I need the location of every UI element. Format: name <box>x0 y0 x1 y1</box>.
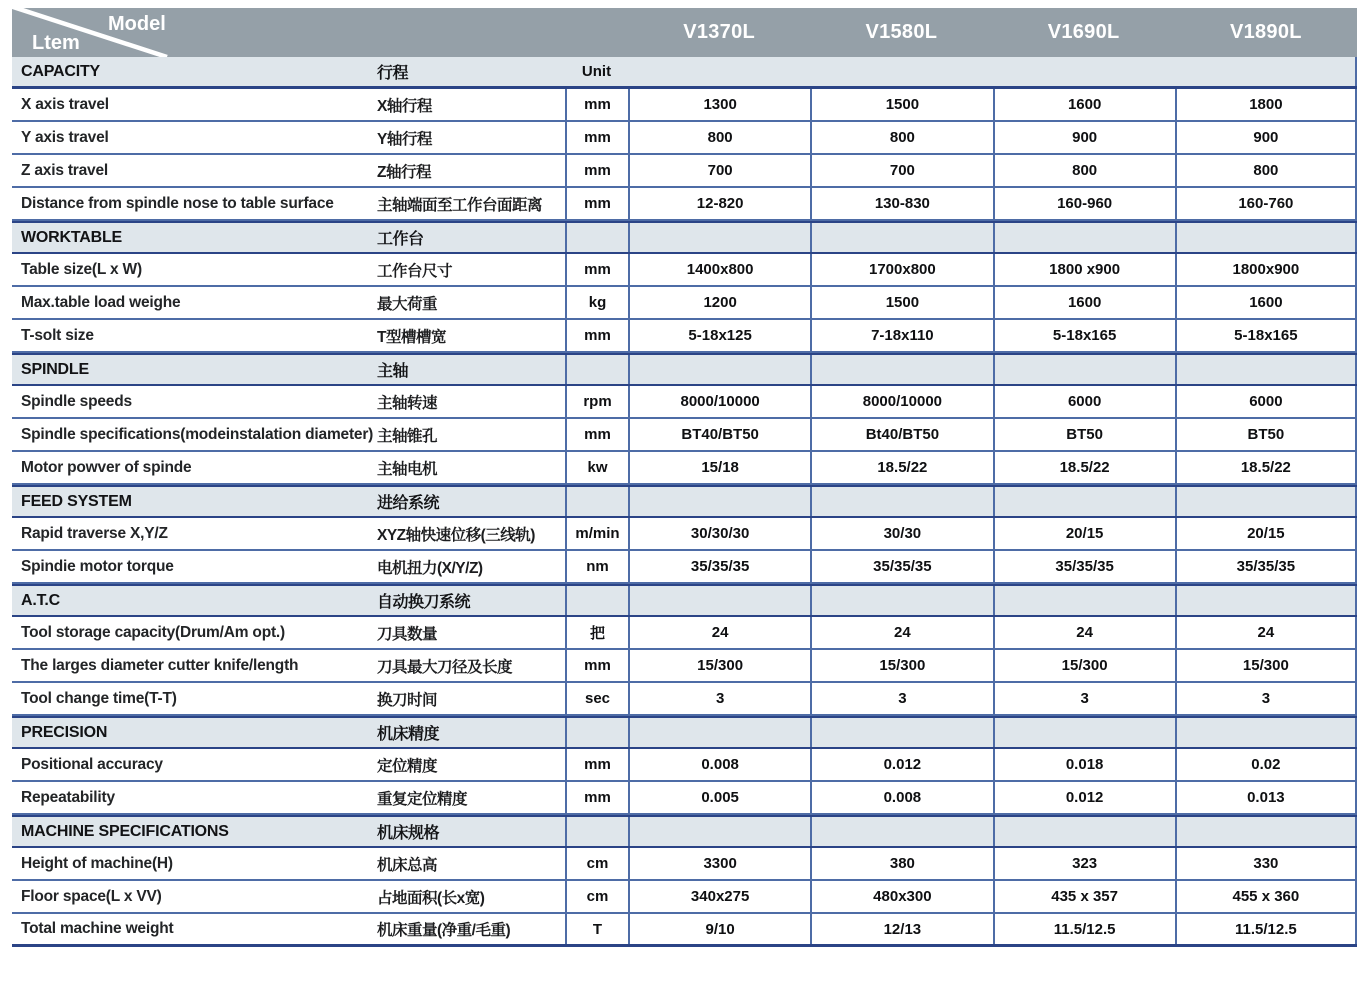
value-cell-empty <box>1175 586 1357 615</box>
value-cell: 1400x800 <box>628 254 810 285</box>
value-cell: 15/18 <box>628 452 810 483</box>
value-cell: 700 <box>628 155 810 186</box>
section-title-en: CAPACITY <box>21 62 100 80</box>
value-cell: 24 <box>810 617 992 648</box>
value-cell: 15/300 <box>1175 650 1357 681</box>
row-unit: cm <box>565 848 628 879</box>
value-cell: 30/30/30 <box>628 518 810 549</box>
spec-row <box>12 881 1357 914</box>
row-label-zh: Y轴行程 <box>377 130 432 148</box>
spec-row <box>12 254 1357 287</box>
section-row <box>12 221 1357 254</box>
row-label-en: Table size(L x W) <box>21 260 142 278</box>
value-cell: 160-960 <box>993 188 1175 219</box>
value-cell-empty <box>628 586 810 615</box>
row-label-zh: 最大荷重 <box>377 295 438 313</box>
row-label-en: Rapid traverse X,Y/Z <box>21 524 168 542</box>
value-cell-empty <box>993 355 1175 384</box>
section-row <box>12 716 1357 749</box>
row-label-en: Tool change time(T-T) <box>21 689 177 707</box>
value-cell: 800 <box>993 155 1175 186</box>
value-cell: 15/300 <box>993 650 1175 681</box>
section-title-en: A.T.C <box>21 591 61 609</box>
value-cell-empty <box>1175 57 1357 86</box>
value-cell: 0.008 <box>810 782 992 813</box>
row-label-zh: X轴行程 <box>377 97 432 115</box>
value-cell: 0.018 <box>993 749 1175 780</box>
spec-row <box>12 188 1357 221</box>
value-cell-empty <box>628 817 810 846</box>
value-cell: 9/10 <box>628 914 810 944</box>
value-cell-empty <box>810 817 992 846</box>
diagonal-divider <box>12 8 628 57</box>
row-unit: mm <box>565 650 628 681</box>
value-cell: 0.008 <box>628 749 810 780</box>
value-cell-empty <box>810 57 992 86</box>
unit-cell-empty <box>565 487 628 516</box>
spec-row <box>12 683 1357 716</box>
value-cell: 20/15 <box>993 518 1175 549</box>
value-cell: 24 <box>993 617 1175 648</box>
value-cell: BT40/BT50 <box>628 419 810 450</box>
row-label-zh: 主轴端面至工作台面距离 <box>377 196 543 214</box>
value-cell: 1500 <box>810 287 992 318</box>
row-unit: cm <box>565 881 628 912</box>
value-cell-empty <box>1175 487 1357 516</box>
value-cell: 35/35/35 <box>628 551 810 582</box>
row-unit: mm <box>565 155 628 186</box>
row-label-zh: 刀具最大刀径及长度 <box>377 658 513 676</box>
section-title-zh: 机床规格 <box>377 825 440 842</box>
value-cell: 1500 <box>810 89 992 120</box>
row-label-en: Height of machine(H) <box>21 854 173 872</box>
spec-row <box>12 749 1357 782</box>
value-cell: 455 x 360 <box>1175 881 1357 912</box>
row-label-en: Spindie motor torque <box>21 557 174 575</box>
row-label-zh: 机床重量(净重/毛重) <box>377 922 511 939</box>
row-label-en: Spindle specifications(modeinstalation diameter) <box>21 425 374 443</box>
section-title-zh: 机床精度 <box>377 726 440 743</box>
value-cell: 1800 x900 <box>993 254 1175 285</box>
row-label-en: T-solt size <box>21 326 94 344</box>
row-label-zh: 主轴锥孔 <box>377 427 438 445</box>
value-cell-empty <box>993 487 1175 516</box>
row-label-zh: 重复定位精度 <box>377 790 468 808</box>
value-cell: 480x300 <box>810 881 992 912</box>
section-row <box>12 57 1357 89</box>
section-title-zh: 工作台 <box>377 231 424 248</box>
value-cell: 24 <box>628 617 810 648</box>
unit-cell-empty <box>565 223 628 252</box>
row-label-en: Total machine weight <box>21 920 174 937</box>
row-label-en: Motor powver of spinde <box>21 458 192 476</box>
value-cell: 6000 <box>1175 386 1357 417</box>
row-unit: nm <box>565 551 628 582</box>
spec-row <box>12 551 1357 584</box>
value-cell: Bt40/BT50 <box>810 419 992 450</box>
row-unit: m/min <box>565 518 628 549</box>
spec-row <box>12 518 1357 551</box>
row-label-zh: 刀具数量 <box>377 625 438 643</box>
row-label-en: Floor space(L x VV) <box>21 887 162 905</box>
value-cell: 3300 <box>628 848 810 879</box>
row-unit: kw <box>565 452 628 483</box>
section-title-zh: 主轴 <box>377 363 409 380</box>
spec-row <box>12 89 1357 122</box>
value-cell: 11.5/12.5 <box>1175 914 1357 944</box>
row-label-zh: 机床总高 <box>377 856 438 874</box>
row-label-en: Max.table load weighe <box>21 293 181 311</box>
model-header-v1370l: V1370L <box>683 21 756 43</box>
spec-row <box>12 386 1357 419</box>
row-unit: T <box>565 914 628 944</box>
value-cell: 3 <box>810 683 992 714</box>
spec-row <box>12 848 1357 881</box>
row-unit: mm <box>565 89 628 120</box>
value-cell: 12-820 <box>628 188 810 219</box>
value-cell: 8000/10000 <box>810 386 992 417</box>
row-unit: 把 <box>565 617 628 648</box>
section-title-zh: 行程 <box>377 65 409 82</box>
section-title-en: PRECISION <box>21 723 108 741</box>
section-row <box>12 353 1357 386</box>
value-cell-empty <box>993 817 1175 846</box>
value-cell: 1600 <box>993 287 1175 318</box>
row-unit: mm <box>565 749 628 780</box>
section-title-en: MACHINE SPECIFICATIONS <box>21 822 229 840</box>
value-cell: 800 <box>810 122 992 153</box>
row-label-zh: 定位精度 <box>377 757 438 775</box>
value-cell-empty <box>1175 817 1357 846</box>
value-cell: 1600 <box>1175 287 1357 318</box>
value-cell: 0.02 <box>1175 749 1357 780</box>
value-cell-empty <box>993 718 1175 747</box>
value-cell: 35/35/35 <box>993 551 1175 582</box>
value-cell: 35/35/35 <box>810 551 992 582</box>
value-cell: 18.5/22 <box>810 452 992 483</box>
section-title-en: FEED SYSTEM <box>21 492 132 510</box>
row-unit: mm <box>565 320 628 351</box>
row-label-en: Y axis travel <box>21 128 109 146</box>
unit-cell-empty <box>565 355 628 384</box>
value-cell: 11.5/12.5 <box>993 914 1175 944</box>
row-label-zh: 主轴电机 <box>377 460 438 478</box>
model-header-v1580l: V1580L <box>865 21 938 43</box>
spec-row <box>12 782 1357 815</box>
value-cell: 1700x800 <box>810 254 992 285</box>
value-cell-empty <box>628 57 810 86</box>
value-cell: 5-18x165 <box>993 320 1175 351</box>
table-body <box>12 57 1357 947</box>
section-title-en: WORKTABLE <box>21 228 122 246</box>
section-title-zh: 进给系统 <box>377 495 440 512</box>
value-cell: 7-18x110 <box>810 320 992 351</box>
value-cell: 24 <box>1175 617 1357 648</box>
row-label-zh: XYZ轴快速位移(三线轨) <box>377 526 535 544</box>
value-cell: 15/300 <box>628 650 810 681</box>
row-label-en: Distance from spindle nose to table surface <box>21 194 334 212</box>
row-label-en: Repeatability <box>21 788 115 806</box>
value-cell: 1600 <box>993 89 1175 120</box>
row-label-zh: Z轴行程 <box>377 163 431 181</box>
row-unit: mm <box>565 122 628 153</box>
value-cell-empty <box>1175 355 1357 384</box>
spec-row <box>12 320 1357 353</box>
row-label-zh: 工作台尺寸 <box>377 262 453 280</box>
spec-row <box>12 617 1357 650</box>
value-cell: 1800x900 <box>1175 254 1357 285</box>
row-label-en: Tool storage capacity(Drum/Am opt.) <box>21 623 285 641</box>
spec-row <box>12 419 1357 452</box>
value-cell: 0.012 <box>810 749 992 780</box>
value-cell-empty <box>810 718 992 747</box>
row-unit: mm <box>565 188 628 219</box>
value-cell: 1200 <box>628 287 810 318</box>
spec-row <box>12 914 1357 947</box>
value-cell-empty <box>810 355 992 384</box>
value-cell: 20/15 <box>1175 518 1357 549</box>
value-cell-empty <box>628 223 810 252</box>
row-unit: mm <box>565 254 628 285</box>
value-cell: 900 <box>993 122 1175 153</box>
value-cell: 18.5/22 <box>1175 452 1357 483</box>
section-title-en: SPINDLE <box>21 360 89 378</box>
row-unit: rpm <box>565 386 628 417</box>
value-cell: 0.005 <box>628 782 810 813</box>
value-cell-empty <box>810 487 992 516</box>
value-cell: 800 <box>1175 155 1357 186</box>
row-label-zh: 换刀时间 <box>377 691 438 709</box>
corner-label-model: Model <box>108 13 166 35</box>
table-header-row <box>12 8 1357 57</box>
value-cell: 3 <box>993 683 1175 714</box>
value-cell: BT50 <box>993 419 1175 450</box>
value-cell: 340x275 <box>628 881 810 912</box>
value-cell: 12/13 <box>810 914 992 944</box>
value-cell: 15/300 <box>810 650 992 681</box>
row-label-zh: 电机扭力(X/Y/Z) <box>377 559 483 577</box>
row-label-zh: 占地面积(长x宽) <box>377 889 485 907</box>
section-row <box>12 485 1357 518</box>
row-label-en: The larges diameter cutter knife/length <box>21 656 299 674</box>
value-cell: 18.5/22 <box>993 452 1175 483</box>
row-unit: mm <box>565 782 628 813</box>
value-cell-empty <box>993 57 1175 86</box>
value-cell: 35/35/35 <box>1175 551 1357 582</box>
row-unit: kg <box>565 287 628 318</box>
value-cell: 5-18x165 <box>1175 320 1357 351</box>
value-cell: 30/30 <box>810 518 992 549</box>
machine-spec-table <box>12 8 1357 947</box>
unit-cell-empty <box>565 718 628 747</box>
value-cell-empty <box>628 718 810 747</box>
value-cell-empty <box>993 223 1175 252</box>
value-cell: 1300 <box>628 89 810 120</box>
value-cell: 323 <box>993 848 1175 879</box>
row-label-en: Z axis travel <box>21 161 109 179</box>
row-label-zh: T型槽槽宽 <box>377 328 446 346</box>
model-header-v1690l: V1690L <box>1047 21 1120 43</box>
value-cell: 0.012 <box>993 782 1175 813</box>
value-cell: 330 <box>1175 848 1357 879</box>
value-cell: 700 <box>810 155 992 186</box>
row-label-en: Positional accuracy <box>21 755 163 773</box>
value-cell-empty <box>1175 718 1357 747</box>
row-unit: sec <box>565 683 628 714</box>
spec-row <box>12 122 1357 155</box>
unit-column-header: Unit <box>581 63 612 80</box>
value-cell: 1800 <box>1175 89 1357 120</box>
value-cell: BT50 <box>1175 419 1357 450</box>
section-row <box>12 815 1357 848</box>
value-cell: 380 <box>810 848 992 879</box>
value-cell-empty <box>628 355 810 384</box>
spec-row <box>12 155 1357 188</box>
spec-row <box>12 287 1357 320</box>
value-cell-empty <box>993 586 1175 615</box>
section-row <box>12 584 1357 617</box>
value-cell: 435 x 357 <box>993 881 1175 912</box>
value-cell: 3 <box>1175 683 1357 714</box>
spec-row <box>12 650 1357 683</box>
value-cell-empty <box>810 586 992 615</box>
value-cell: 800 <box>628 122 810 153</box>
row-unit: mm <box>565 419 628 450</box>
value-cell: 160-760 <box>1175 188 1357 219</box>
value-cell-empty <box>628 487 810 516</box>
unit-cell-empty <box>565 817 628 846</box>
value-cell: 130-830 <box>810 188 992 219</box>
value-cell: 8000/10000 <box>628 386 810 417</box>
value-cell-empty <box>810 223 992 252</box>
spec-row <box>12 452 1357 485</box>
corner-label-item: Ltem <box>32 32 80 54</box>
value-cell: 3 <box>628 683 810 714</box>
row-label-en: X axis travel <box>21 95 109 113</box>
row-label-zh: 主轴转速 <box>377 394 438 412</box>
value-cell: 5-18x125 <box>628 320 810 351</box>
model-header-v1890l: V1890L <box>1229 21 1302 43</box>
corner-cell <box>12 8 628 57</box>
value-cell: 900 <box>1175 122 1357 153</box>
value-cell: 0.013 <box>1175 782 1357 813</box>
value-cell: 6000 <box>993 386 1175 417</box>
value-cell-empty <box>1175 223 1357 252</box>
row-label-en: Spindle speeds <box>21 392 132 410</box>
section-title-zh: 自动换刀系统 <box>377 594 471 611</box>
unit-cell-empty <box>565 586 628 615</box>
